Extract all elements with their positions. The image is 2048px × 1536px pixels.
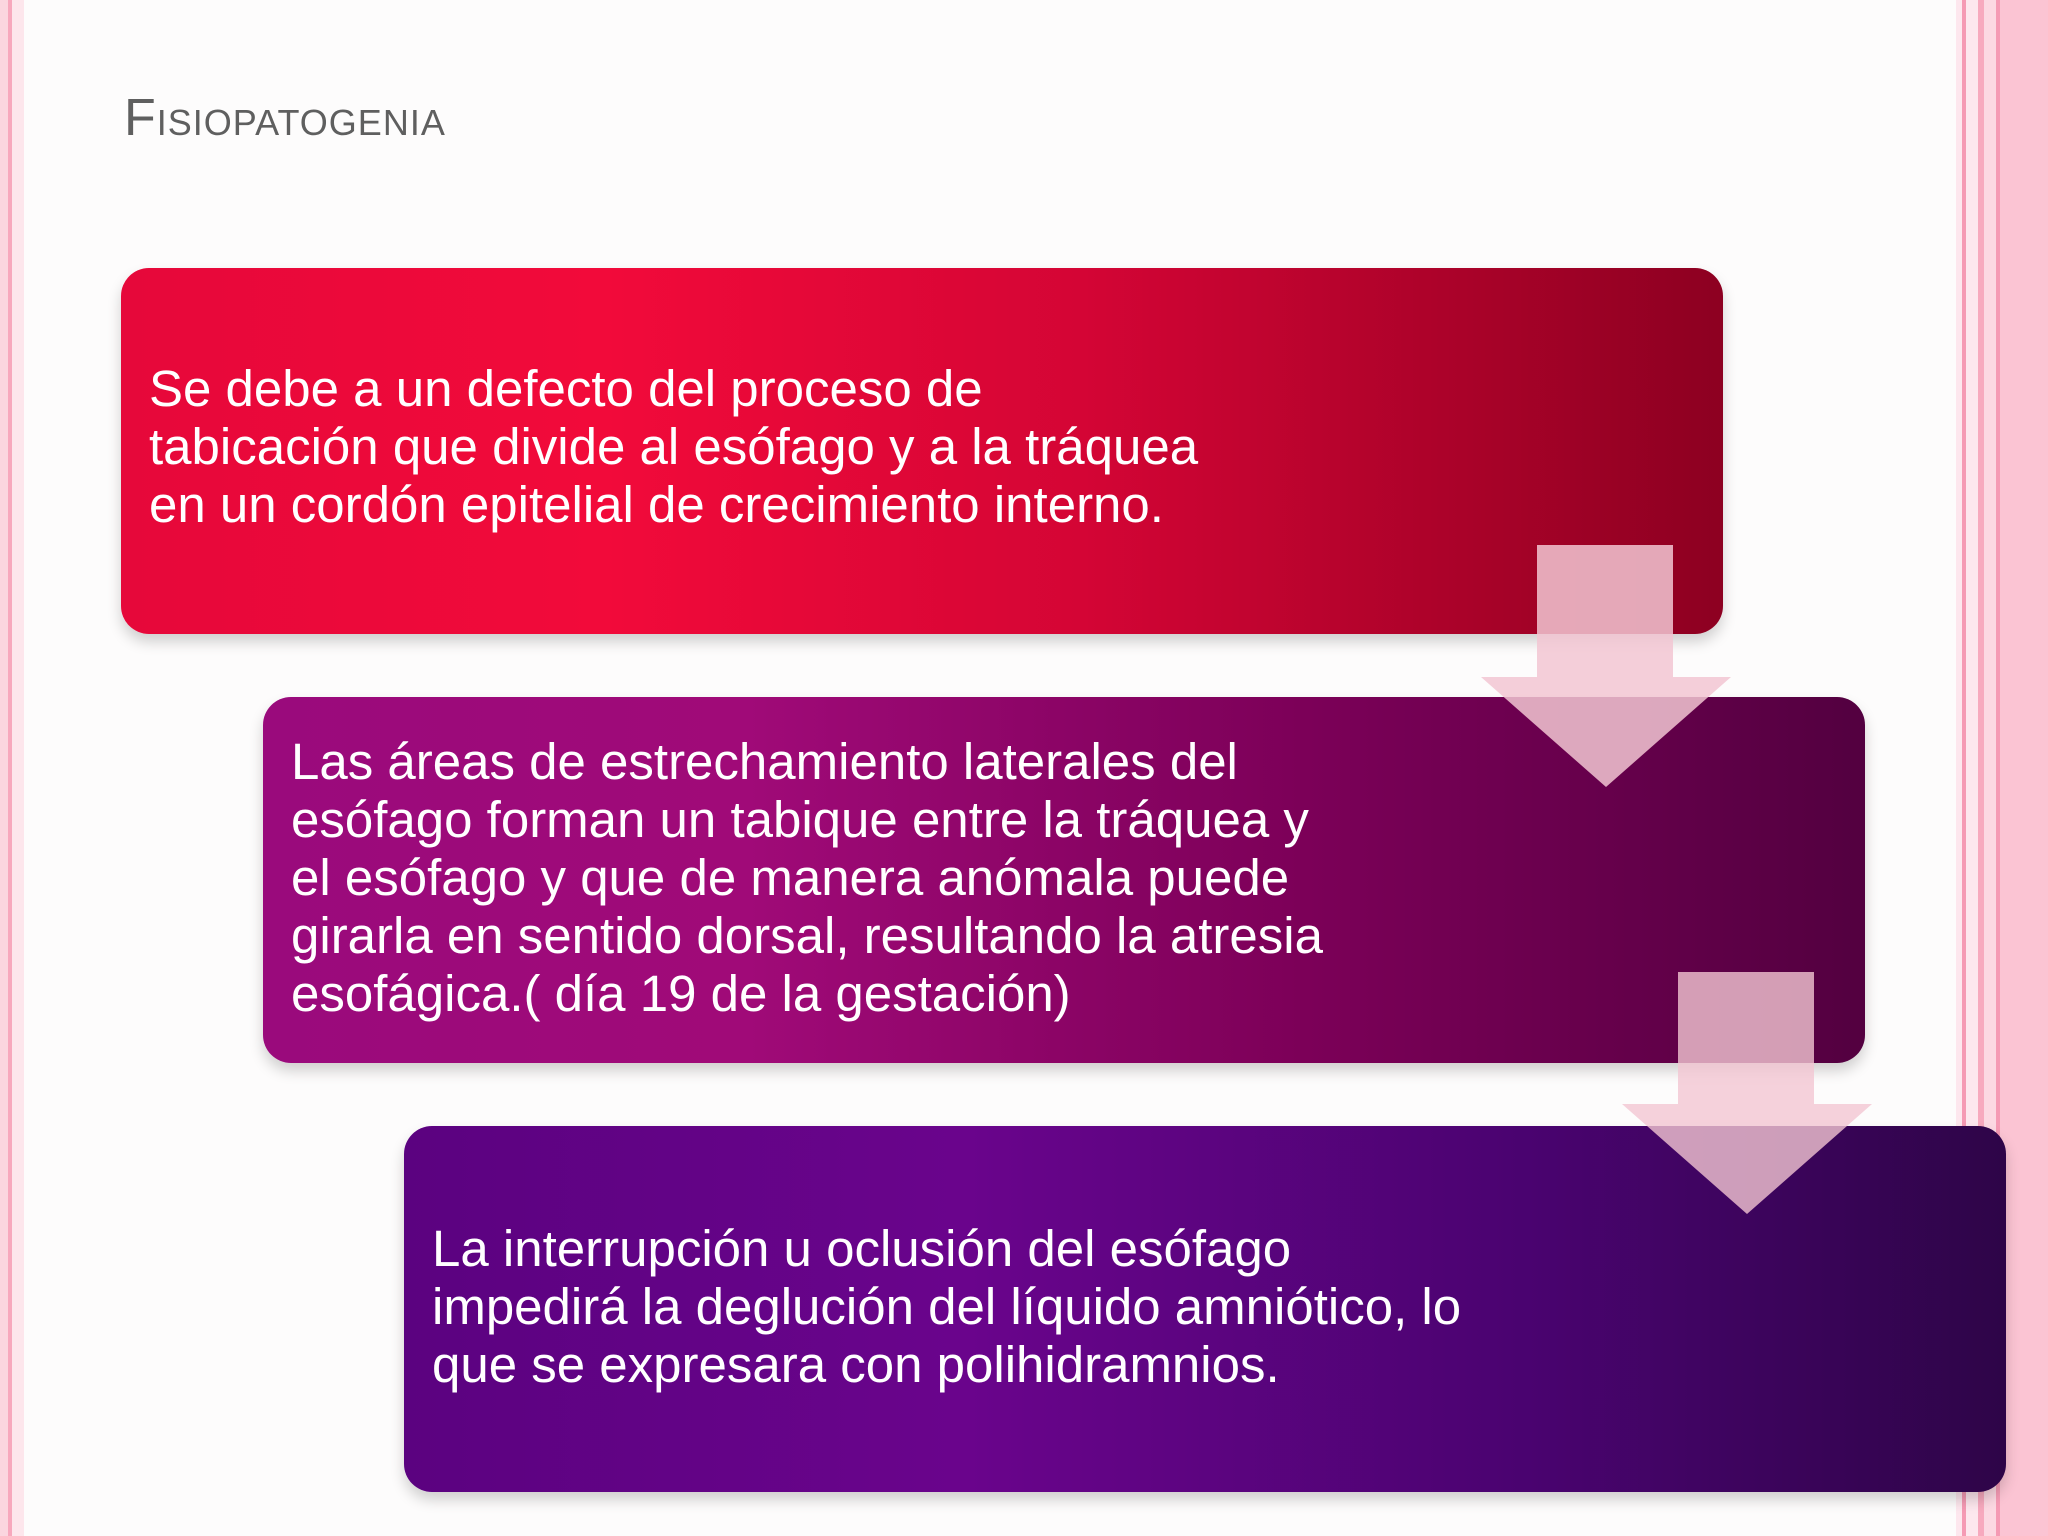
down-arrow-icon: [1481, 545, 1731, 787]
down-arrow-icon: [1622, 972, 1872, 1214]
process-step-2-text: Las áreas de estrechamiento laterales del esófago forman un tabique entre la tráquea y el esófago y que de manera anómala puede girarla en sentido dorsal, resultando la atresia esofágica.( día 19 de la gestación): [291, 733, 1323, 1022]
left-decorative-border: [0, 0, 24, 1536]
process-step-1-text: Se debe a un defecto del proceso de tabicación que divide al esófago y a la tráquea en un cordón epitelial de crecimiento interno.: [149, 360, 1199, 533]
process-step-3-text: La interrupción u oclusión del esófago impedirá la deglución del líquido amniótico, lo que se expresara con polihidramnios.: [432, 1220, 1462, 1393]
slide-title: Fisiopatogenia: [124, 89, 446, 147]
